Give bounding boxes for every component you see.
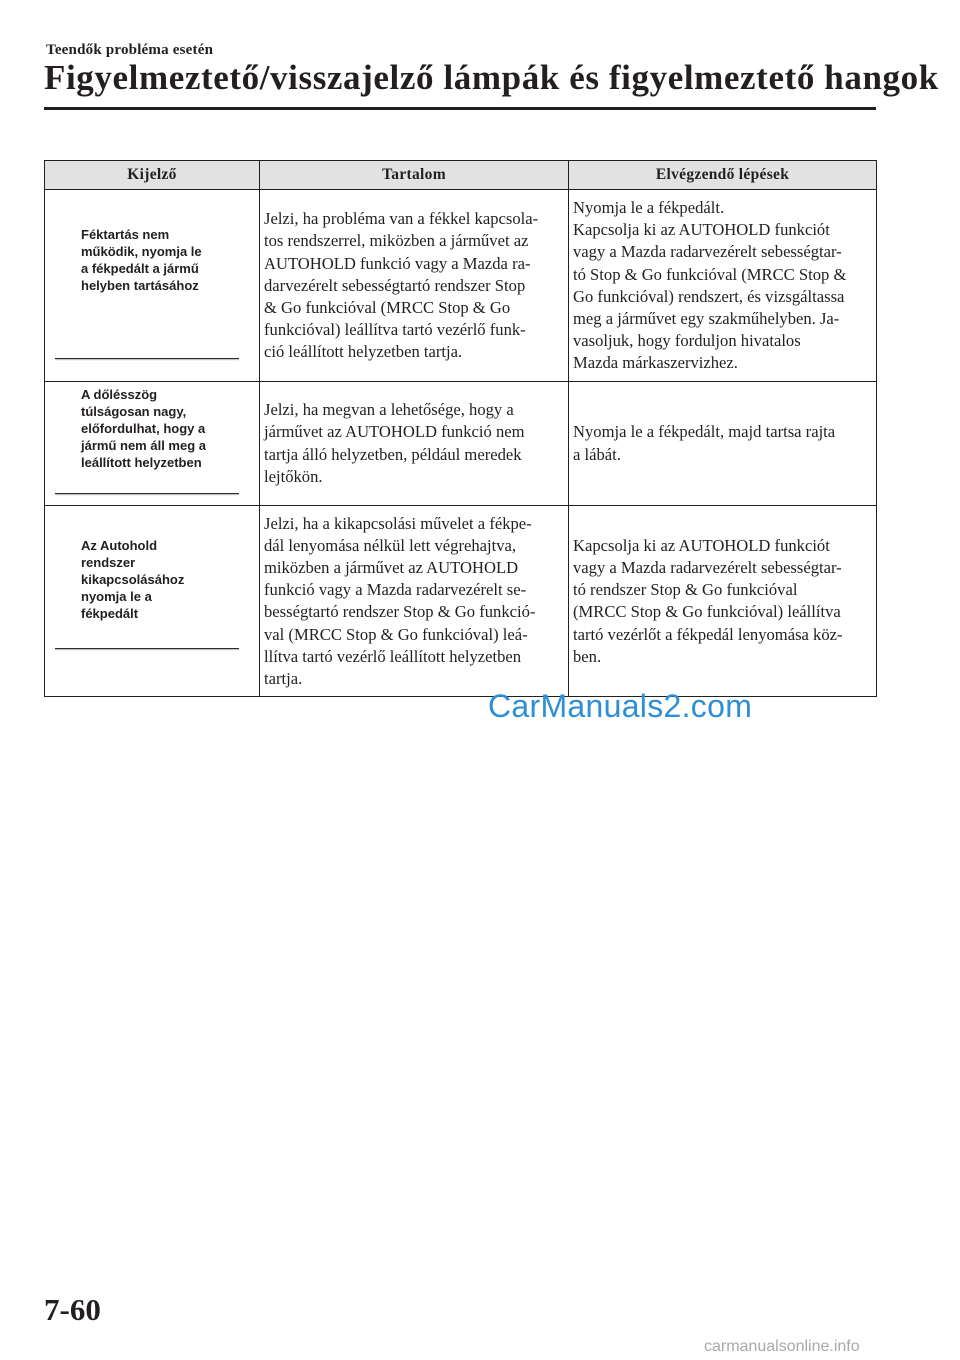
indicator-label: A dőlésszög túlságosan nagy, előfordulhat, hogy a jármű nem áll meg a leállított helyzetben [81, 386, 206, 470]
indicator-rule [55, 493, 239, 494]
indicator-cell [45, 505, 260, 697]
title-rule [44, 107, 876, 110]
action-cell: Kapcsolja ki az AUTOHOLD funkciót vagy a Mazda radarvezérelt sebességtar- tó rendszer Stop & Go funkcióval (MRCC Stop & Go funkcióval) leállítva tartó vezérlőt a fékpedál lenyomása köz- ben. [569, 505, 877, 697]
action-cell: Nyomja le a fékpedált, majd tartsa rajta a lábát. [569, 381, 877, 505]
column-header-action: Elvégzendő lépések [569, 161, 877, 190]
indicator-cell [45, 381, 260, 505]
action-cell: Nyomja le a fékpedált. Kapcsolja ki az AUTOHOLD funkciót vagy a Mazda radarvezérelt sebességtar- tó Stop & Go funkcióval (MRCC Stop & Go funkcióval) rendszert, és vizsgáltassa meg a járművet egy szakműhelyben. Ja- vasoljuk, hogy forduljon hivatalos Mazda márkaszervizhez. [569, 190, 877, 382]
table-row [45, 381, 877, 505]
column-header-indicator: Kijelző [45, 161, 260, 190]
indicator-label: Az Autohold rendszer kikapcsolásához nyomja le a fékpedált [81, 537, 185, 621]
page-title: Figyelmeztető/visszajelző lámpák és figyelmeztető hangok [44, 58, 939, 97]
watermark-logo: CarManuals2.com [488, 688, 753, 724]
indicator-cell [45, 190, 260, 382]
indicator-rule [55, 358, 239, 359]
indicator-label: Féktartás nem működik, nyomja le a fékpedált a jármű helyben tartásához [81, 227, 202, 293]
indicator-rule [55, 648, 239, 649]
section-label: Teendők probléma esetén [46, 42, 214, 58]
page-number: 7-60 [44, 1292, 101, 1327]
table-header-row [45, 161, 877, 190]
column-header-content: Tartalom [260, 161, 569, 190]
table-row [45, 190, 877, 382]
content-cell: Jelzi, ha probléma van a fékkel kapcsola- tos rendszerrel, miközben a járművet az AUTOHOLD funkció vagy a Mazda ra- darvezérelt sebességtartó rendszer Stop & Go funkcióval (MRCC Stop & Go funkcióval) leállítva tartó vezérlő funk- ció leállított helyzetben tartja. [260, 190, 569, 382]
warning-table [44, 160, 877, 697]
footer-watermark: carmanualsonline.info [704, 1338, 860, 1355]
content-cell: Jelzi, ha megvan a lehetősége, hogy a járművet az AUTOHOLD funkció nem tartja álló helyzetben, például meredek lejtőkön. [260, 381, 569, 505]
content-cell: Jelzi, ha a kikapcsolási művelet a fékpe- dál lenyomása nélkül lett végrehajtva, miközben a járművet az AUTOHOLD funkció vagy a Mazda radarvezérelt se- bességtartó rendszer Stop & Go funkció- val (MRCC Stop & Go funkcióval) leá- llítva tartó vezérlő leállított helyzetben tartja. [260, 505, 569, 697]
table-row [45, 505, 877, 697]
